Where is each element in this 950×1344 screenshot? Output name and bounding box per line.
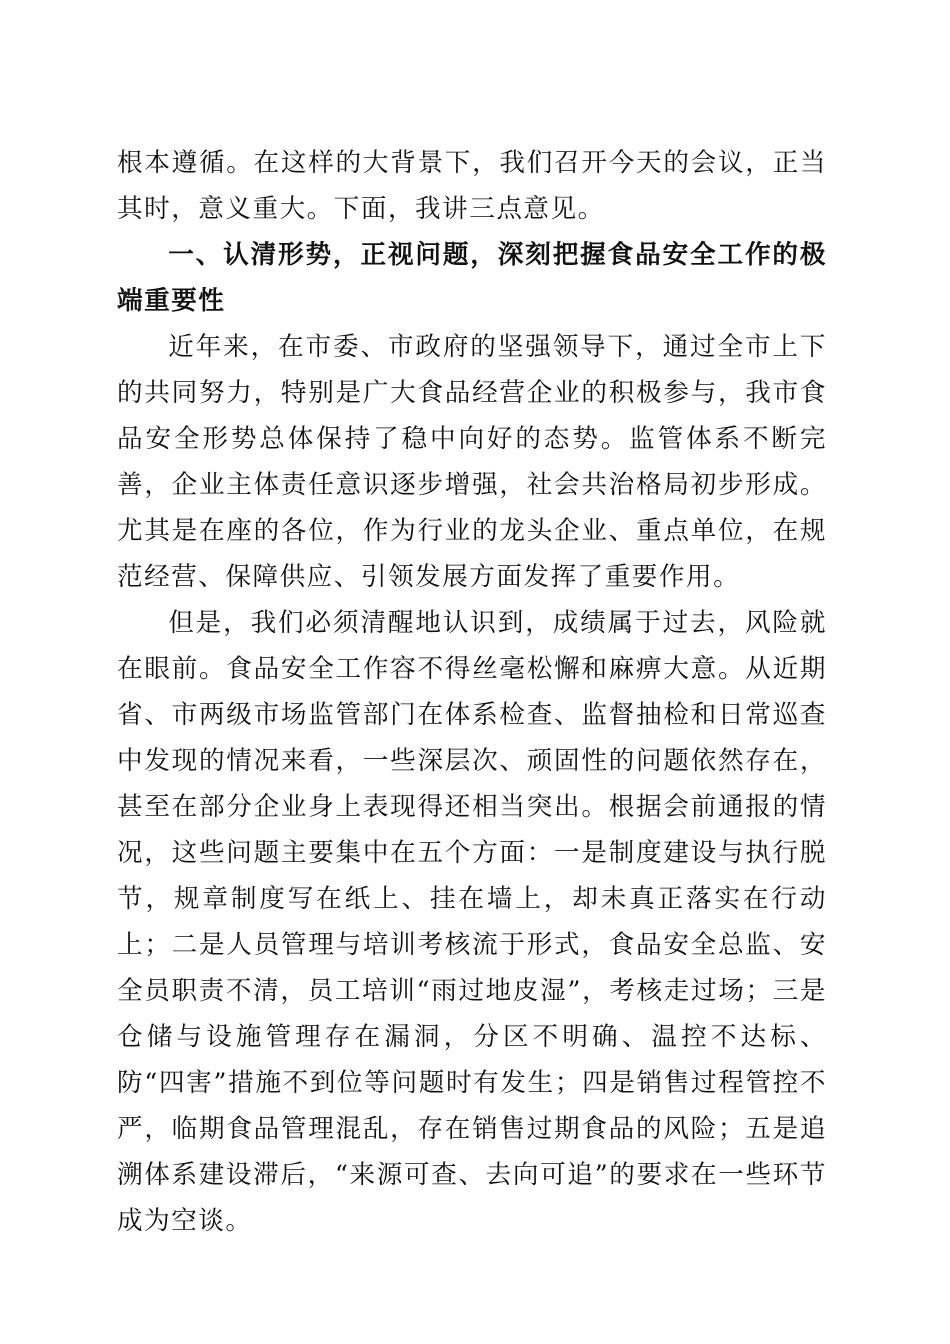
paragraph-problems: 但是，我们必须清醒地认识到，成绩属于过去，风险就在眼前。食品安全工作容不得丝毫松懈和麻痹大意。从近期省、市两级市场监管部门在体系检查、监督抽检和日常巡查中发现的情况来看，一些深层次、顽固性的问题依然存在，甚至在部分企业身上表现得还相当突出。根据会前通报的情况，这些问题主要集中在五个方面：一是制度建设与执行脱节，规章制度写在纸上、挂在墙上，却未真正落实在行动上；二是人员管理与培训考核流于形式，食品安全总监、安全员职责不清，员工培训“雨过地皮湿”，考核走过场；三是仓储与设施管理存在漏洞，分区不明确、温控不达标、防“四害”措施不到位等问题时有发生；四是销售过程管控不严，临期食品管理混乱，存在销售过期食品的风险；五是追溯体系建设滞后，“来源可查、去向可追”的要求在一些环节成为空谈。: [117, 608, 827, 1236]
document-body: [117, 140, 827, 1244]
paragraph-continuation: 根本遵循。在这样的大背景下，我们召开今天的会议，正当其时，意义重大。下面，我讲三点意见。: [117, 148, 827, 224]
paragraph-achievements: 近年来，在市委、市政府的坚强领导下，通过全市上下的共同努力，特别是广大食品经营企业的积极参与，我市食品安全形势总体保持了稳中向好的态势。监管体系不断完善，企业主体责任意识逐步增强，社会共治格局初步形成。尤其是在座的各位，作为行业的龙头企业、重点单位，在规范经营、保障供应、引领发展方面发挥了重要作用。: [117, 332, 827, 592]
section-heading-1: 一、认清形势，正视问题，深刻把握食品安全工作的极端重要性: [117, 240, 827, 316]
